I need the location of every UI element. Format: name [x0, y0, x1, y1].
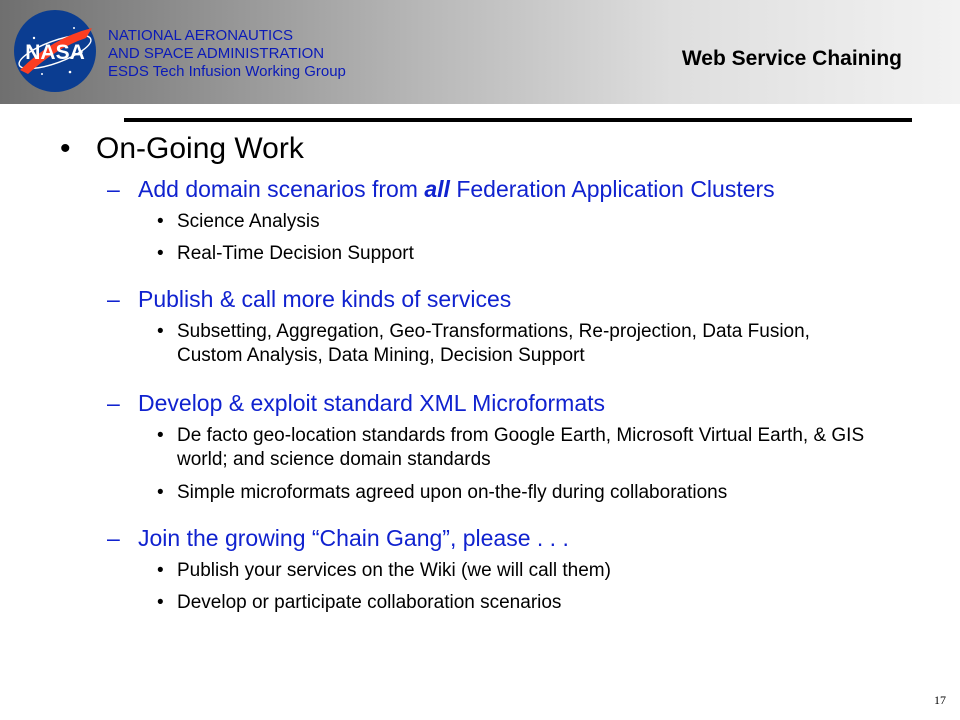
nasa-logo-icon [12, 8, 98, 94]
slide-title: Web Service Chaining [681, 47, 902, 70]
dash-marker: – [107, 525, 120, 551]
title-divider [124, 118, 912, 122]
bullet-text: On-Going Work [96, 132, 304, 165]
bullet-dot-icon: • [60, 132, 71, 165]
dash-marker: – [107, 390, 120, 416]
sub-bullet-text: Join the growing “Chain Gang”, please . . . [138, 525, 569, 551]
bullet-dot-icon: • [157, 211, 164, 232]
emphasis-text: all [424, 176, 450, 202]
dash-marker: – [107, 176, 120, 202]
org-line-1: NATIONAL AERONAUTICS [108, 27, 294, 44]
sub-bullet-text: Add domain scenarios from all Federation Application Clusters [138, 176, 775, 202]
sub-bullet-text: Publish & call more kinds of services [138, 286, 512, 312]
org-line-3: ESDS Tech Infusion Working Group [108, 63, 346, 80]
organization-name [108, 27, 346, 81]
bullet-dot-icon: • [157, 482, 164, 503]
slide-header [0, 0, 960, 104]
bullet-dot-icon: • [157, 560, 164, 581]
org-line-2: AND SPACE ADMINISTRATION [108, 45, 325, 62]
nasa-logo-text: NASA [25, 41, 85, 64]
bullet-dot-icon: • [157, 592, 164, 613]
sub-bullet-text: Develop & exploit standard XML Microformats [138, 390, 606, 416]
bullet-dot-icon: • [157, 425, 164, 446]
bullet-dot-icon: • [157, 243, 164, 264]
page-number: 17 [934, 693, 946, 707]
bullet-dot-icon: • [157, 321, 164, 342]
dash-marker: – [107, 286, 120, 312]
